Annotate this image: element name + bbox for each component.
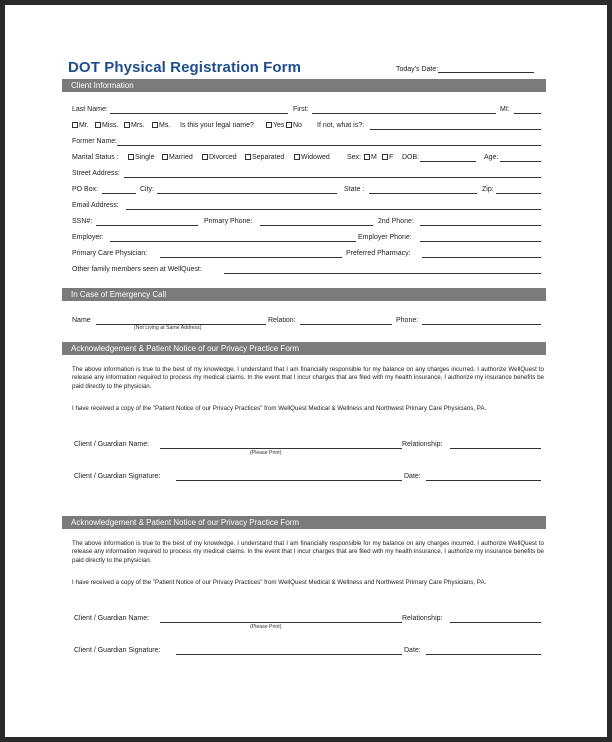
street-row [72,169,542,181]
salutation-row [72,121,542,133]
please-print-1: (Please Print) [250,450,282,456]
first-name-line[interactable] [312,113,496,114]
employer-phone-line[interactable] [420,241,541,242]
ssn-line[interactable] [96,225,198,226]
age-label: Age: [484,154,499,161]
second-phone-label: 2nd Phone: [378,218,414,225]
married-option[interactable]: Married [162,153,193,163]
state-label: State : [344,186,365,193]
last-name-label: Last Name: [72,106,108,113]
ssn-label: SSN#: [72,218,93,225]
divorced-option[interactable]: Divorced [202,153,237,163]
street-address-line[interactable] [124,177,541,178]
last-name-line[interactable] [110,113,288,114]
ack-header-2: Acknowledgement & Patient Notice of our Privacy Practice Form [62,516,546,529]
age-line[interactable] [500,161,541,162]
legal-no-checkbox[interactable] [286,122,292,128]
single-checkbox[interactable] [128,154,134,160]
mr-option[interactable]: Mr. [72,121,89,131]
primary-phone-line[interactable] [260,225,373,226]
dob-line[interactable] [420,161,476,162]
miss-option[interactable]: Miss. [95,121,118,131]
married-checkbox[interactable] [162,154,168,160]
ssn-row [72,217,542,229]
emergency-header: In Case of Emergency Call [62,288,546,301]
date-label-1: Date: [404,473,421,480]
guardian-signature-label-1: Client / Guardian Signature: [74,473,161,480]
ms-checkbox[interactable] [152,122,158,128]
todays-date-line[interactable] [438,65,534,73]
ack-paragraph-2b: I have received a copy of the "Patient Notice of our Privacy Practices" from WellQuest Medical & Wellness and Northwest Primary Care Physicians, PA. [72,579,487,586]
emergency-phone-line[interactable] [422,324,541,325]
ack-header-1: Acknowledgement & Patient Notice of our Privacy Practice Form [62,342,546,355]
sex-f-option[interactable]: F [382,153,393,163]
relation-label: Relation: [268,317,296,324]
form-title: DOT Physical Registration Form [68,59,302,76]
ack-paragraph-2a: The above information is true to the best of my knowledge. I understand that I am financially responsible for my balance on any charges incurred. I authorize WellQuest to release any information required to process my medical claims. In the event that I incur charges that are filed with my health insurance, I authorize my insurance benefits be paid directly to the physician. [72,540,544,564]
todays-date-field[interactable] [396,65,534,73]
family-members-line[interactable] [224,273,541,274]
email-row [72,201,542,213]
pharmacy-line[interactable] [422,257,541,258]
primary-phone-label: Primary Phone: [204,218,253,225]
widowed-option[interactable]: Widowed [294,153,330,163]
marital-status-label: Marital Status : [72,154,119,161]
ack-paragraph-1a: The above information is true to the best of my knowledge. I understand that I am financially responsible for my balance on any charges incurred. I authorize WellQuest to release any information required to process my medical claims. In the event that I incur charges that are filed with my health insurance, I authorize my insurance benefits be paid directly to the physician. [72,366,544,390]
po-box-line[interactable] [102,193,136,194]
sex-m-option[interactable]: M [364,153,377,163]
miss-checkbox[interactable] [95,122,101,128]
former-name-line[interactable] [117,145,541,146]
employer-line[interactable] [110,241,356,242]
guardian-name-line-1[interactable] [160,448,402,449]
widowed-checkbox[interactable] [294,154,300,160]
relationship-line-1[interactable] [450,448,541,449]
legal-yes-option[interactable]: Yes [266,121,284,131]
separated-option[interactable]: Separated [245,153,284,163]
city-label: City: [140,186,154,193]
family-row [72,265,542,277]
legal-name-question: Is this your legal name? [180,122,254,129]
second-phone-line[interactable] [420,225,541,226]
mi-label: MI: [500,106,510,113]
email-label: Email Address: [72,202,119,209]
employer-row [72,233,542,245]
guardian-name-label-1: Client / Guardian Name: [74,441,150,448]
sex-label: Sex: [347,154,362,161]
divorced-checkbox[interactable] [202,154,208,160]
relationship-label-1: Relationship: [402,441,443,448]
physician-row [72,249,542,261]
zip-label: Zip: [482,186,494,193]
former-name-row [72,137,542,149]
date-line-2[interactable] [426,654,541,655]
pharmacy-label: Preferred Pharmacy: [346,250,411,257]
state-line[interactable] [369,193,477,194]
relationship-line-2[interactable] [450,622,541,623]
ms-option[interactable]: Ms. [152,121,170,131]
marital-row [72,153,542,165]
guardian-name-line-2[interactable] [160,622,402,623]
mi-line[interactable] [514,113,541,114]
date-label-2: Date: [404,647,421,654]
relation-line[interactable] [300,324,392,325]
guardian-signature-line-1[interactable] [176,480,402,481]
po-box-row [72,185,542,197]
guardian-name-label-2: Client / Guardian Name: [74,615,150,622]
emergency-phone-label: Phone: [396,317,419,324]
single-option[interactable]: Single [128,153,154,163]
date-line-1[interactable] [426,480,541,481]
guardian-name-row-2 [72,614,542,626]
dob-label: DOB: [402,154,420,161]
employer-phone-label: Employer Phone: [358,234,412,241]
relationship-label-2: Relationship: [402,615,443,622]
mrs-checkbox[interactable] [124,122,130,128]
po-box-label: PO Box: [72,186,99,193]
legal-yes-checkbox[interactable] [266,122,272,128]
legal-no-option[interactable]: No [286,121,302,131]
todays-date-label: Today's Date: [396,66,439,73]
guardian-signature-row-1 [72,472,542,484]
former-name-label: Former Name: [72,138,118,145]
pcp-label: Primary Care Physician: [72,250,148,257]
client-info-header: Client Information [62,79,546,92]
mrs-option[interactable]: Mrs. [124,121,145,131]
guardian-signature-line-2[interactable] [176,654,402,655]
not-living-note: (Not Living at Same Address) [134,325,202,331]
email-line[interactable] [126,209,541,210]
sex-m-checkbox[interactable] [364,154,370,160]
employer-label: Employer: [72,234,104,241]
name-row [72,105,542,117]
guardian-signature-label-2: Client / Guardian Signature: [74,647,161,654]
guardian-name-row-1 [72,440,542,452]
zip-line[interactable] [496,193,541,194]
first-name-label: First: [293,106,309,113]
sex-f-checkbox[interactable] [382,154,388,160]
please-print-2: (Please Print) [250,624,282,630]
other-legal-name-line[interactable] [370,129,541,130]
ack-paragraph-1b: I have received a copy of the "Patient Notice of our Privacy Practices" from WellQuest Medical & Wellness and Northwest Primary Care Physicians, PA. [72,405,487,412]
guardian-signature-row-2 [72,646,542,658]
mr-checkbox[interactable] [72,122,78,128]
if-not-label: If not, what is?: [317,122,365,129]
separated-checkbox[interactable] [245,154,251,160]
street-address-label: Street Address: [72,170,120,177]
pcp-line[interactable] [160,257,342,258]
city-line[interactable] [157,193,337,194]
family-members-label: Other family members seen at WellQuest: [72,266,202,273]
emergency-name-label: Name [72,317,91,324]
title-row [62,59,546,79]
